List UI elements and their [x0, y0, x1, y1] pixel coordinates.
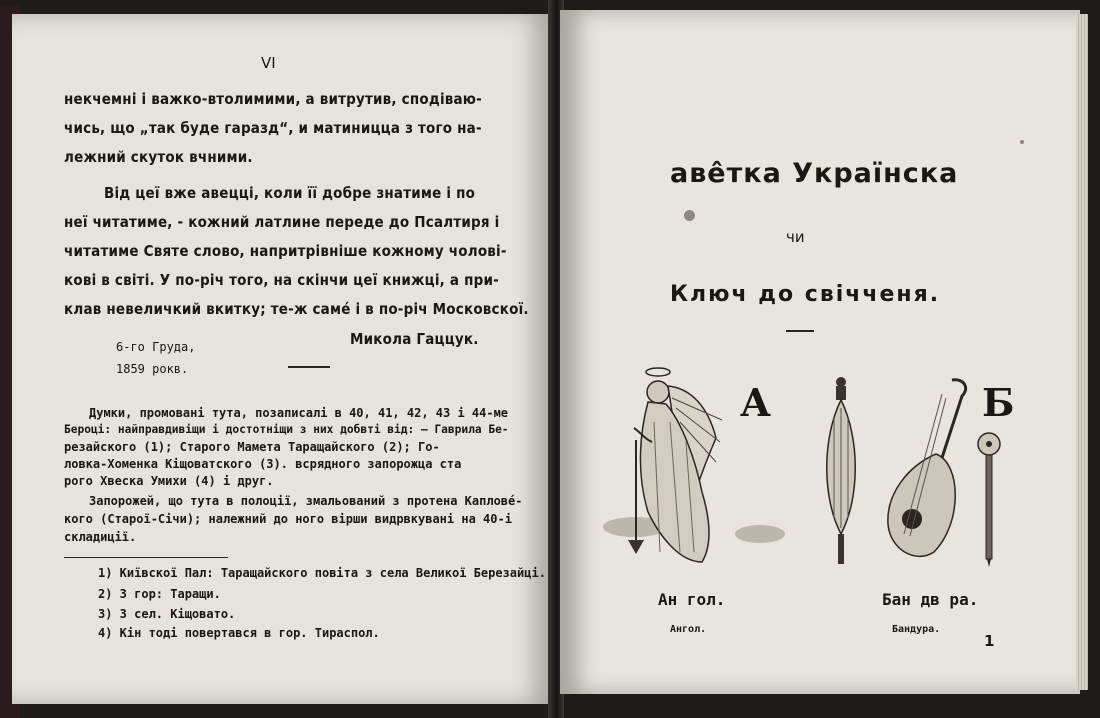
page-stack-edge [1076, 14, 1088, 690]
divider [786, 330, 814, 332]
note-line: складиції. [64, 530, 137, 544]
date-line: 6-го Груда, [116, 340, 196, 354]
body-line: Від цеї вже авецці, коли її добре знатиме і по [104, 184, 476, 202]
mace-illustration [974, 430, 1004, 568]
body-line: кові в світі. У по-річ того, на скінчи цеї книжці, а при- [64, 271, 499, 289]
ink-stain [684, 210, 695, 221]
page-number-roman: VI [261, 54, 276, 72]
book-title: авêтка Українска [670, 158, 959, 189]
body-line: неї читатиме, - кожний латлине переде до Псалтиря і [64, 213, 500, 231]
right-page [560, 10, 1080, 694]
bandura-illustration [882, 374, 972, 564]
footnote: 1) Київскої Пал: Таращайского повіта з села Великої Березайці. [98, 566, 546, 580]
book-subtitle: Ключ до свічченя. [670, 282, 941, 307]
ink-stain [1020, 140, 1024, 144]
note-line: Бероці: найправдивіщи і достотніщи з них добвті від: — Гаврила Бе- [64, 423, 509, 436]
body-line: чись, що „так буде гаразд“, и матиницца з того на- [64, 119, 482, 137]
footnote: 3) З сел. Кіщовато. [98, 607, 236, 621]
body-line: некчемні і важко-втолимими, а витрутив, сподіваю- [64, 90, 482, 108]
letter-a: А [740, 380, 771, 425]
divider [288, 366, 330, 368]
footnote: 4) Кін тоді повертався в гор. Тираспол. [98, 626, 380, 640]
caption-a: Ан гол. [658, 590, 726, 609]
left-page [12, 14, 552, 704]
note-line: Думки, промовані тута, позаписалі в 40, 41, 42, 43 і 44-ме [89, 406, 509, 420]
note-line: рого Хвеска Умихи (4) і друг. [64, 474, 274, 488]
footnote-rule [64, 557, 228, 558]
body-line: клав невеличкий вкитку; те-ж самé і в по-річ Московскої. [64, 300, 529, 318]
note-line: ловка-Хоменка Кіщоватского (3). всрядного запорожца ста [64, 457, 462, 471]
footnote: 2) З гор: Таращи. [98, 587, 221, 601]
note-line: резайского (1); Старого Мамета Таращайского (2); Го- [64, 440, 440, 454]
letter-b: Б [982, 380, 1015, 425]
title-conjunction: чи [786, 228, 805, 246]
caption-b-small: Бандура. [892, 624, 941, 635]
caption-b: Бан дв ра. [882, 590, 979, 609]
page-number: 1 [984, 632, 995, 650]
signature: Микола Гаццук. [350, 330, 479, 348]
caption-a-small: Ангол. [670, 624, 707, 635]
body-line: лежний скуток вчними. [64, 148, 253, 166]
date-line: 1859 рокв. [116, 362, 189, 376]
note-line: кого (Старої-Січи); належний до ного вірши видрвкувані на 40-і [64, 512, 512, 526]
body-line: читатиме Святе слово, напритрівніше кожному чолові- [64, 242, 507, 260]
spindle-illustration [818, 368, 864, 568]
note-line: Запорожей, що тута в полоції, змальований з протена Капловé- [89, 494, 523, 508]
